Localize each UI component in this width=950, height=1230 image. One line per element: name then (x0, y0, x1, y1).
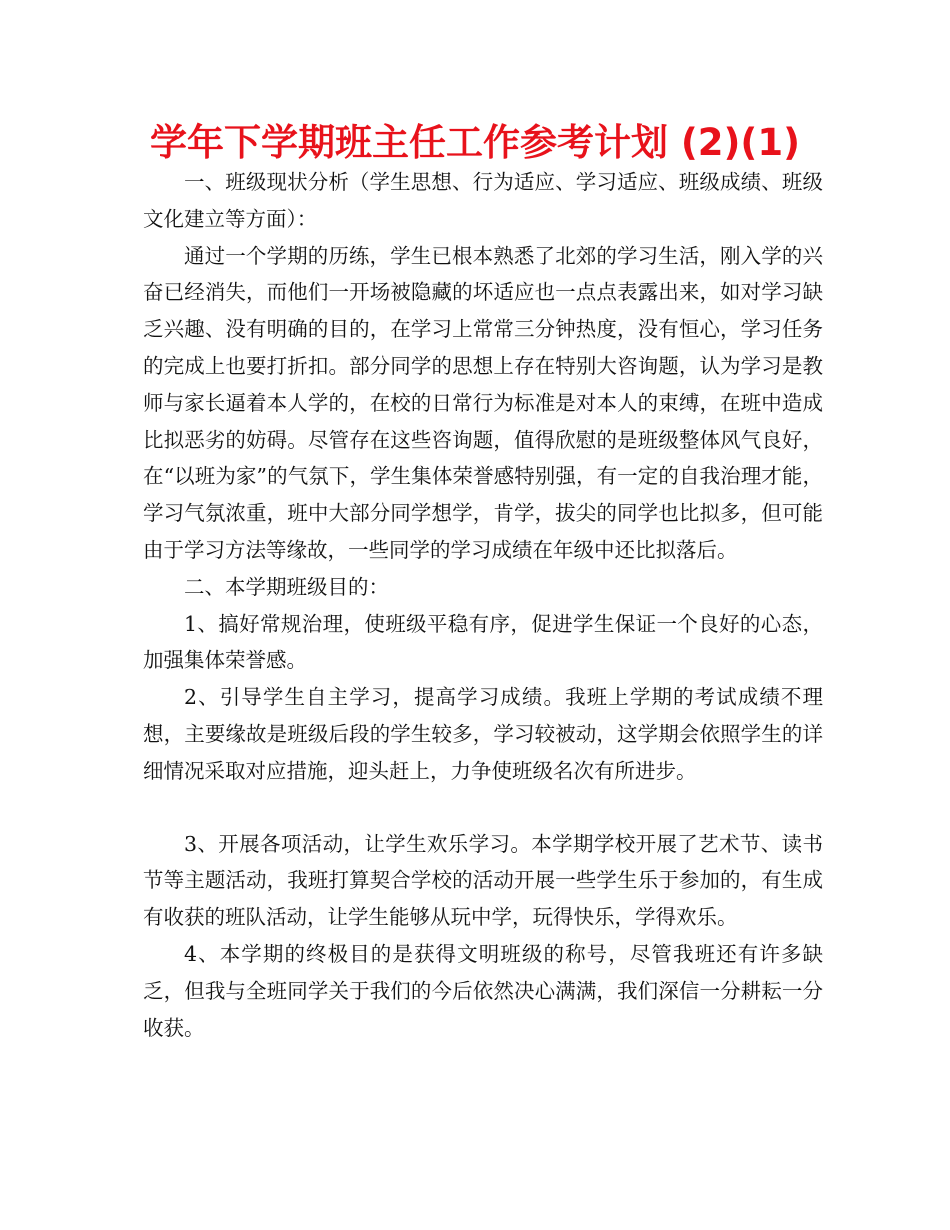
paragraph-goal-3: 3、开展各项活动，让学生欢乐学习。本学期学校开展了艺术节、读书节等主题活动，我班打算契合学校的活动开展一些学生乐于参加的，有生成有收获的班队活动，让学生能够从玩中学，玩得快乐，学得欢乐。 (143, 831, 823, 930)
document-body (143, 164, 823, 1046)
document-title: 学年下学期班主任工作参考计划 (2)(1) (149, 121, 800, 164)
paragraph-status-analysis: 通过一个学期的历练，学生已根本熟悉了北郊的学习生活，刚入学的兴奋已经消失，而他们一开场被隐藏的坏适应也一点点表露出来，如对学习缺乏兴趣、没有明确的目的，在学习上常常三分钟热度，没有恒心，学习任务的完成上也要打折扣。部分同学的思想上存在特别大咨询题，认为学习是教师与家长逼着本人学的，在校的日常行为标准是对本人的束缚，在班中造成比拟恶劣的妨碍。尽管存在这些咨询题，值得欣慰的是班级整体风气良好，在“以班为家”的气氛下，学生集体荣誉感特别强，有一定的自我治理才能，学习气氛浓重，班中大部分同学想学，肯学，拔尖的同学也比拟多，但可能由于学习方法等缘故，一些同学的学习成绩在年级中还比拟落后。 (143, 243, 823, 562)
paragraph-goal-1: 1、搞好常规治理，使班级平稳有序，促进学生保证一个良好的心态，加强集体荣誉感。 (143, 611, 823, 673)
section-heading-goals: 二、本学期班级目的： (184, 574, 389, 599)
paragraph-goal-4: 4、本学期的终极目的是获得文明班级的称号，尽管我班还有许多缺乏，但我与全班同学关于我们的今后依然决心满满，我们深信一分耕耘一分收获。 (143, 941, 823, 1040)
section-heading-status: 一、班级现状分析（学生思想、行为适应、学习适应、班级成绩、班级文化建立等方面）： (143, 170, 823, 231)
paragraph-goal-2: 2、引导学生自主学习，提高学习成绩。我班上学期的考试成绩不理想，主要缘故是班级后段的学生较多，学习较被动，这学期会依照学生的详细情况采取对应措施，迎头赶上，力争使班级名次有所进步。 (143, 685, 823, 783)
